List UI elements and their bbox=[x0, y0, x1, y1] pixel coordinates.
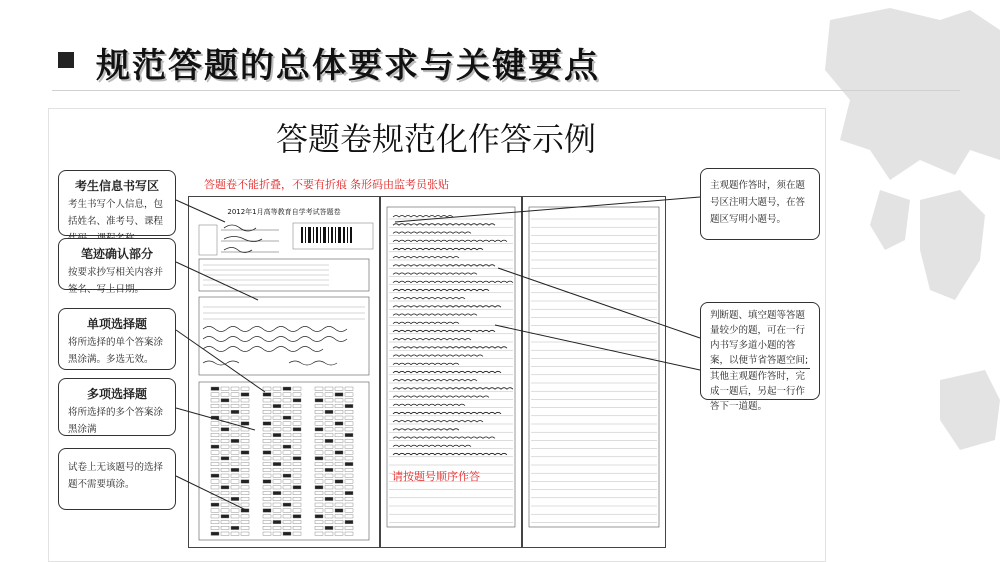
callout-multiple-choice bbox=[58, 378, 176, 436]
callout-info-heading: 考生信息书写区 bbox=[74, 179, 159, 193]
no-fold-note: 答题卷不能折叠，不要有折痕 bbox=[204, 178, 347, 191]
callout-handwriting bbox=[58, 238, 176, 295]
callout-no-number bbox=[58, 448, 176, 510]
callout-single-body: 将所选择的单个答案涂黑涂满。多选无效。 bbox=[68, 337, 164, 365]
callout-multiple-body: 将所选择的多个答案涂黑涂满 bbox=[68, 407, 164, 435]
callout-subjective-body: 主观题作答时，须在题号区注明大题号，在答题区写明小题号。 bbox=[710, 180, 806, 225]
slide-title: 规范答题的总体要求与关键要点 bbox=[96, 46, 600, 86]
callout-single-choice bbox=[58, 308, 176, 370]
callout-handwriting-heading: 笔迹确认部分 bbox=[80, 247, 153, 261]
callout-multiple-heading: 多项选择题 bbox=[86, 387, 147, 401]
callout-no-number-body: 试卷上无该题号的选择题不需要填涂。 bbox=[68, 462, 164, 490]
callout-info-area bbox=[58, 170, 176, 236]
example-heading: 答题卷规范化作答示例 bbox=[275, 120, 596, 158]
callout-info-body: 考生书写个人信息，包括姓名、准考号、课程 bbox=[68, 199, 164, 227]
callout-subjective bbox=[700, 168, 820, 240]
barcode-note: 条形码由监考员张贴 bbox=[350, 178, 449, 191]
callout-handwriting-body: 按要求抄写相关内容并签名、写上日期。 bbox=[68, 267, 164, 295]
callout-judgement-line1: 判断题、填空题等答题量较少的题，可在一行内书写多道小题的答案，以便节省答题空间; bbox=[710, 308, 810, 369]
callout-judgement bbox=[700, 302, 820, 412]
callout-single-heading: 单项选择题 bbox=[86, 317, 147, 331]
order-note: 请按题号顺序作答 bbox=[392, 470, 480, 483]
callout-judgement-line2: 其他主观题作答时，完成一题后，另起一行作答下一道题。 bbox=[710, 371, 806, 412]
sheet-title: 2012年1月高等教育自学考试答题卷 bbox=[227, 208, 341, 216]
